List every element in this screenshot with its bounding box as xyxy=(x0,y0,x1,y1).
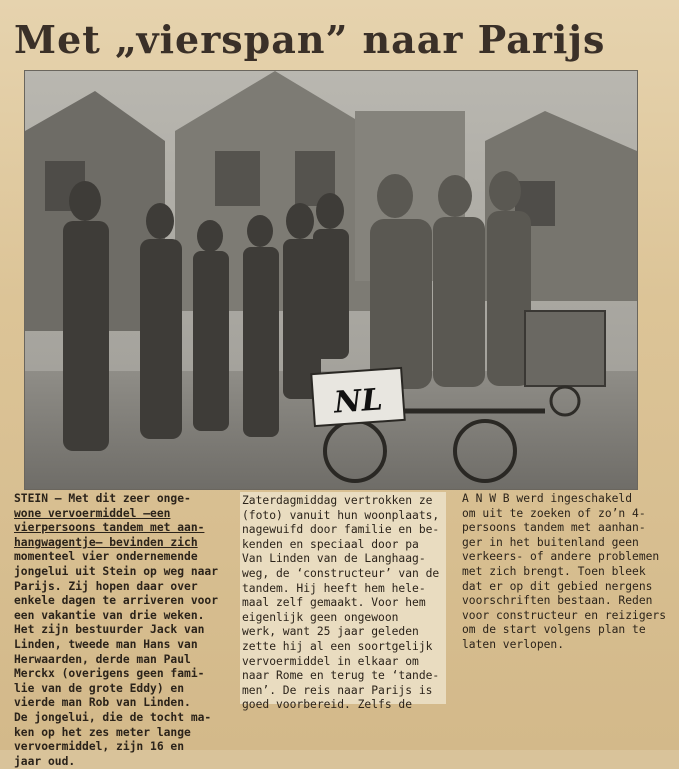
column-3-text xyxy=(462,492,676,653)
text-line: Parijs. Zij hopen daar over xyxy=(14,579,198,593)
text-line: laten verlopen. xyxy=(462,637,565,651)
column-1-text xyxy=(14,492,236,769)
text-line: om de start volgens plan te xyxy=(462,623,646,637)
article-headline: Met „vierspan” naar Parijs xyxy=(14,17,606,62)
text-line: persoons tandem met aanhan- xyxy=(462,521,646,535)
text-line: hangwagentje— bevinden zich xyxy=(14,535,198,549)
text-line: STEIN — Met dit zeer onge- xyxy=(14,492,191,505)
text-line: naar Rome en terug te ‘tande- xyxy=(242,669,440,683)
text-line: lie van de grote Eddy) en xyxy=(14,681,185,695)
article-column-2 xyxy=(240,492,446,712)
text-line: Herwaarden, derde man Paul xyxy=(14,652,191,666)
text-line: vervoermiddel, zijn 16 en xyxy=(14,740,185,754)
article-column-1 xyxy=(14,492,236,769)
text-line: (foto) vanuit hun woonplaats, xyxy=(242,508,440,522)
text-line: voorschriften bestaan. Reden xyxy=(462,594,653,608)
text-line: nagewuifd door familie en be- xyxy=(242,523,440,537)
article-column-3 xyxy=(462,492,676,653)
text-line: maal zelf gemaakt. Voor hem xyxy=(242,596,426,610)
text-line: om uit te zoeken of zo’n 4- xyxy=(462,506,646,520)
text-line: zette hij al een soortgelijk xyxy=(242,639,433,653)
tandem-plate-label: NL xyxy=(332,382,384,421)
text-line: Merckx (overigens geen fami- xyxy=(14,667,205,681)
text-line: eigenlijk geen ongewoon xyxy=(242,610,399,624)
text-line: ken op het zes meter lange xyxy=(14,725,191,739)
text-line: voor constructeur en reizigers xyxy=(462,608,667,622)
text-line: Het zijn bestuurder Jack van xyxy=(14,623,205,637)
text-line: dat er op dit gebied nergens xyxy=(462,579,653,593)
text-line: men’. De reis naar Parijs is xyxy=(242,683,433,697)
text-line: kenden en speciaal door pa xyxy=(242,537,419,551)
photo-illustration xyxy=(25,71,637,489)
text-line: vierde man Rob van Linden. xyxy=(14,696,191,710)
text-line: ger in het buitenland geen xyxy=(462,535,639,549)
text-line: Van Linden van de Langhaag- xyxy=(242,552,426,566)
text-line: Zaterdagmiddag vertrokken ze xyxy=(242,494,433,507)
text-line: A N W B werd ingeschakeld xyxy=(462,492,633,505)
text-line: vervoermiddel in elkaar om xyxy=(242,654,419,668)
text-line: weg, de ‘constructeur’ van de xyxy=(242,566,440,580)
column-2-text xyxy=(242,494,444,713)
text-line: jongelui uit Stein op weg naar xyxy=(14,564,219,578)
text-line: verkeers- of andere problemen xyxy=(462,550,660,564)
text-line: enkele dagen te arriveren voor xyxy=(14,594,219,608)
text-line: een vakantie van drie weken. xyxy=(14,608,205,622)
text-line: jaar oud. xyxy=(14,754,76,768)
text-line: momenteel vier ondernemende xyxy=(14,550,198,564)
text-line: De jongelui, die de tocht ma- xyxy=(14,710,212,724)
text-line: goed voorbereid. Zelfs de xyxy=(242,698,413,712)
text-line: vierpersoons tandem met aan- xyxy=(14,521,205,535)
text-line: Linden, tweede man Hans van xyxy=(14,637,198,651)
text-line: met zich brengt. Toen bleek xyxy=(462,564,646,578)
article-photo xyxy=(24,70,638,490)
text-line: tandem. Hij heeft hem hele- xyxy=(242,581,426,595)
text-line: werk, want 25 jaar geleden xyxy=(242,625,419,639)
text-line: wone vervoermiddel —een xyxy=(14,506,171,520)
